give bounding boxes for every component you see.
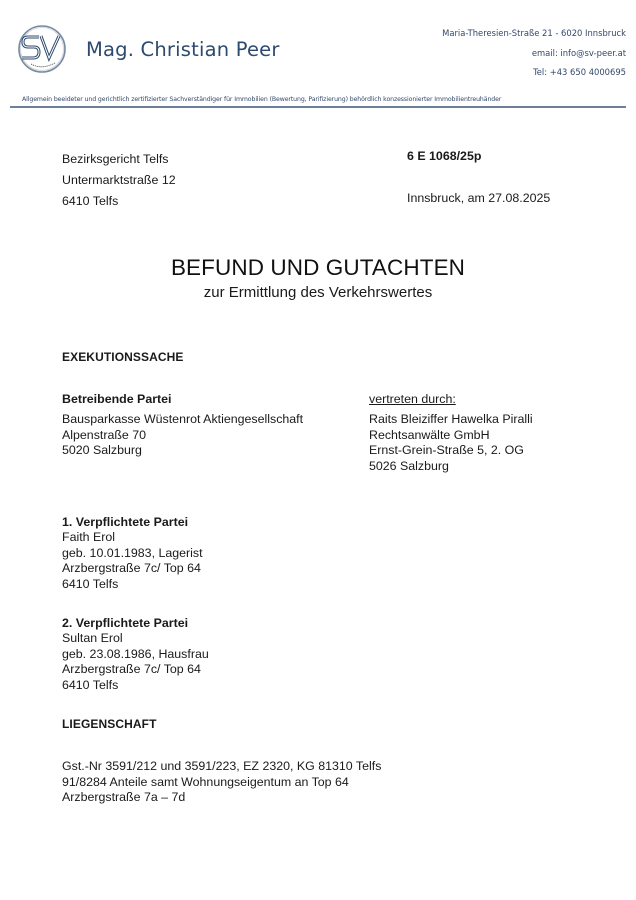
property-heading: LIEGENSCHAFT xyxy=(62,717,157,731)
representative-block xyxy=(369,392,533,474)
defendant-line: Arzbergstraße 7c/ Top 64 xyxy=(62,662,201,676)
case-number: 6 E 1068/25p xyxy=(407,149,482,163)
plaintiff-block xyxy=(62,392,303,459)
recipient-line: Bezirksgericht Telfs xyxy=(62,152,169,166)
defendant-line: Sultan Erol xyxy=(62,631,123,645)
property-line: Arzbergstraße 7a – 7d xyxy=(62,790,186,804)
firm-phone: Tel: +43 650 4000695 xyxy=(533,67,626,77)
execution-heading: EXEKUTIONSSACHE xyxy=(62,350,184,364)
representative-line: Raits Bleiziffer Hawelka Piralli xyxy=(369,412,533,426)
sv-logo-icon xyxy=(17,24,67,74)
document-subtitle: zur Ermittlung des Verkehrswertes xyxy=(203,284,433,301)
defendant-line: Faith Erol xyxy=(62,530,116,544)
representative-heading: vertreten durch: xyxy=(369,392,456,406)
firm-tagline: Allgemein beeideter und gerichtlich zertifizierter Sachverständiger für Immobilien (Bewertung, Parifizierung) behördlich konzessionierter Immobilientreuhänder xyxy=(22,96,502,103)
place-date: Innsbruck, am 27.08.2025 xyxy=(407,191,551,205)
recipient-address xyxy=(62,149,176,212)
defendant-heading: 1. Verpflichtete Partei xyxy=(62,515,189,529)
header-divider xyxy=(10,106,626,108)
defendant-1-block xyxy=(62,515,203,592)
recipient-line: Untermarktstraße 12 xyxy=(62,173,176,187)
defendant-line: 6410 Telfs xyxy=(62,677,119,692)
property-line: 91/8284 Anteile samt Wohnungseigentum an Top 64 xyxy=(62,774,349,789)
property-line: Gst.-Nr 3591/212 und 3591/223, EZ 2320, KG 81310 Telfs xyxy=(62,759,382,773)
recipient-line: 6410 Telfs xyxy=(62,194,119,208)
plaintiff-line: 5020 Salzburg xyxy=(62,443,142,457)
plaintiff-heading: Betreibende Partei xyxy=(62,392,172,406)
plaintiff-line: Bausparkasse Wüstenrot Aktiengesellschaft xyxy=(62,412,304,426)
defendant-heading: 2. Verpflichtete Partei xyxy=(62,616,189,630)
defendant-line: 6410 Telfs xyxy=(62,576,119,591)
defendant-line: Arzbergstraße 7c/ Top 64 xyxy=(62,561,201,575)
defendant-line: geb. 23.08.1986, Hausfrau xyxy=(62,646,209,661)
property-block xyxy=(62,759,381,806)
firm-address: Maria-Theresien-Straße 21 - 6020 Innsbruck xyxy=(442,28,626,38)
plaintiff-line: Alpenstraße 70 xyxy=(62,427,147,442)
firm-name: Mag. Christian Peer xyxy=(86,38,280,61)
document-title: BEFUND UND GUTACHTEN xyxy=(170,255,466,280)
representative-line: Ernst-Grein-Straße 5, 2. OG xyxy=(369,443,524,457)
firm-email: email: info@sv-peer.at xyxy=(531,48,626,58)
defendant-2-block xyxy=(62,616,209,693)
defendant-line: geb. 10.01.1983, Lagerist xyxy=(62,545,203,560)
representative-line: 5026 Salzburg xyxy=(369,458,449,473)
representative-line: Rechtsanwälte GmbH xyxy=(369,427,490,442)
